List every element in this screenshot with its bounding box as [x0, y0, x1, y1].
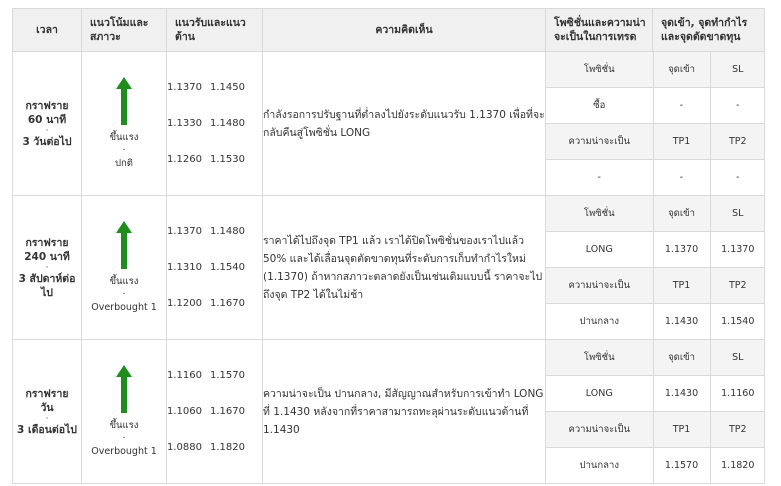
period-cell: [13, 340, 82, 484]
support-value: 1.1330: [167, 118, 202, 129]
header-comment: ความคิดเห็น: [263, 9, 546, 52]
sl-value: 1.1160: [710, 376, 765, 412]
up-arrow-icon: [116, 365, 132, 413]
grid-row: [546, 124, 765, 160]
support-value: 1.1370: [167, 82, 202, 93]
trend-cell: [82, 340, 167, 484]
entry-label: จุดเข้า: [653, 340, 710, 376]
position-value: LONG: [546, 376, 653, 412]
comment-cell: กำลังรอการปรับฐานที่ต่ำลงไปยังระดับแนวรับ 1.1370 เพื่อที่จะกลับคืนสู่โพซิชั่น LONG: [263, 52, 546, 196]
sl-value: 1.1370: [710, 232, 765, 268]
header-trend: แนวโน้มและสภาวะ: [82, 9, 167, 52]
horizon-label: 3 เดือนต่อไป: [17, 423, 77, 436]
separator-dot: ·: [122, 433, 126, 444]
comment-cell: ราคาได้ไปถึงจุด TP1 แล้ว เราได้ปิดโพซิชั่นของเราไปแล้ว 50% และได้เลื่อนจุดตัดขาดทุนที่ระดับการเก็บทำกำไรใหม่ (1.1370) ถ้าหากสภาวะตลาดยังเป็นเช่นเดิมแบบนี้ ราคาจะไปถึงจุด TP2 ได้ในไม่ช้า: [263, 196, 546, 340]
period-value: วัน: [40, 401, 54, 414]
tp1-value: 1.1570: [653, 448, 710, 484]
tp2-value: -: [710, 160, 765, 196]
condition-label: Overbought 1: [91, 302, 157, 313]
support-value: 1.1200: [167, 298, 202, 309]
grid-row: [546, 376, 765, 412]
condition-label: ปกติ: [115, 158, 133, 169]
trade-grid-cell: [546, 340, 765, 484]
level-pair: [167, 286, 262, 322]
period-value: 60 นาที: [27, 113, 67, 126]
position-label: โพซิชั่น: [546, 196, 653, 232]
sl-label: SL: [710, 196, 765, 232]
level-pair: [167, 250, 262, 286]
tp2-label: TP2: [710, 268, 765, 304]
up-arrow-icon: [116, 221, 132, 269]
trend-cell: [82, 196, 167, 340]
trend-label: ขึ้นแรง: [109, 420, 139, 431]
header-time: เวลา: [13, 9, 82, 52]
tp2-label: TP2: [710, 412, 765, 448]
separator-dot: ·: [45, 125, 49, 136]
resistance-value: 1.1480: [210, 226, 245, 237]
resistance-value: 1.1450: [210, 82, 245, 93]
level-pair: [167, 70, 262, 106]
period-value: 240 นาที: [24, 250, 70, 263]
level-pair: [167, 394, 262, 430]
table-row: [13, 196, 765, 340]
grid-row: [546, 268, 765, 304]
probability-value: ปานกลาง: [546, 304, 653, 340]
levels-cell: [167, 52, 263, 196]
support-value: 1.1160: [167, 370, 202, 381]
grid-row: [546, 340, 765, 376]
resistance-value: 1.1820: [210, 442, 245, 453]
tp2-value: 1.1540: [710, 304, 765, 340]
trade-grid-cell: [546, 196, 765, 340]
header-levels: แนวรับและแนวต้าน: [167, 9, 263, 52]
trade-grid-cell: [546, 52, 765, 196]
tp1-value: 1.1430: [653, 304, 710, 340]
trend-label: ขึ้นแรง: [109, 276, 139, 287]
sl-label: SL: [710, 52, 765, 88]
support-value: 1.1310: [167, 262, 202, 273]
levels-cell: [167, 340, 263, 484]
tp1-label: TP1: [653, 412, 710, 448]
period-label: กราฟราย: [25, 236, 69, 249]
separator-dot: ·: [45, 413, 49, 424]
sl-value: -: [710, 88, 765, 124]
header-position: โพซิชั่นและความน่าจะเป็นในการเทรด: [546, 9, 653, 52]
grid-row: [546, 52, 765, 88]
tp2-value: 1.1820: [710, 448, 765, 484]
position-label: โพซิชั่น: [546, 52, 653, 88]
level-pair: [167, 358, 262, 394]
trade-grid: [546, 340, 765, 483]
support-value: 1.1370: [167, 226, 202, 237]
separator-dot: ·: [45, 262, 49, 273]
period-cell: [13, 52, 82, 196]
header-entry: จุดเข้า, จุดทำกำไรและจุดตัดขาดทุน: [653, 9, 765, 52]
trend-cell: [82, 52, 167, 196]
probability-label: ความน่าจะเป็น: [546, 268, 653, 304]
resistance-value: 1.1530: [210, 154, 245, 165]
position-value: ซื้อ: [546, 88, 653, 124]
grid-row: [546, 160, 765, 196]
level-pair: [167, 430, 262, 466]
level-pair: [167, 106, 262, 142]
entry-value: 1.1370: [653, 232, 710, 268]
grid-row: [546, 232, 765, 268]
period-label: กราฟราย: [25, 99, 69, 112]
entry-label: จุดเข้า: [653, 196, 710, 232]
up-arrow-icon: [116, 77, 132, 125]
level-pair: [167, 214, 262, 250]
grid-row: [546, 304, 765, 340]
entry-label: จุดเข้า: [653, 52, 710, 88]
trend-label: ขึ้นแรง: [109, 132, 139, 143]
probability-label: ความน่าจะเป็น: [546, 124, 653, 160]
grid-row: [546, 412, 765, 448]
entry-value: -: [653, 88, 710, 124]
entry-value: 1.1430: [653, 376, 710, 412]
comment-cell: ความน่าจะเป็น ปานกลาง, มีสัญญาณสำหรับการเข้าทำ LONG ที่ 1.1430 หลังจากที่ราคาสามารถทะลุผ่านระดับแนวต้านที่ 1.1430: [263, 340, 546, 484]
condition-label: Overbought 1: [91, 446, 157, 457]
sl-label: SL: [710, 340, 765, 376]
support-value: 1.1260: [167, 154, 202, 165]
tp1-label: TP1: [653, 124, 710, 160]
position-value: LONG: [546, 232, 653, 268]
probability-value: ปานกลาง: [546, 448, 653, 484]
grid-row: [546, 196, 765, 232]
horizon-label: 3 วันต่อไป: [22, 135, 72, 148]
grid-row: [546, 88, 765, 124]
resistance-value: 1.1670: [210, 298, 245, 309]
resistance-value: 1.1570: [210, 370, 245, 381]
header-row: [13, 9, 765, 52]
level-pair: [167, 142, 262, 178]
trade-grid: [546, 196, 765, 339]
resistance-value: 1.1670: [210, 406, 245, 417]
horizon-label: 3 สัปดาห์ต่อไป: [18, 272, 76, 299]
position-label: โพซิชั่น: [546, 340, 653, 376]
forecast-table: [12, 8, 765, 484]
support-value: 1.0880: [167, 442, 202, 453]
period-label: กราฟราย: [25, 387, 69, 400]
table-row: [13, 52, 765, 196]
period-cell: [13, 196, 82, 340]
support-value: 1.1060: [167, 406, 202, 417]
tp1-label: TP1: [653, 268, 710, 304]
tp1-value: -: [653, 160, 710, 196]
trade-grid: [546, 52, 765, 195]
probability-label: ความน่าจะเป็น: [546, 412, 653, 448]
grid-row: [546, 448, 765, 484]
levels-cell: [167, 196, 263, 340]
probability-value: -: [546, 160, 653, 196]
separator-dot: ·: [122, 289, 126, 300]
tp2-label: TP2: [710, 124, 765, 160]
table-row: [13, 340, 765, 484]
resistance-value: 1.1480: [210, 118, 245, 129]
resistance-value: 1.1540: [210, 262, 245, 273]
separator-dot: ·: [122, 145, 126, 156]
